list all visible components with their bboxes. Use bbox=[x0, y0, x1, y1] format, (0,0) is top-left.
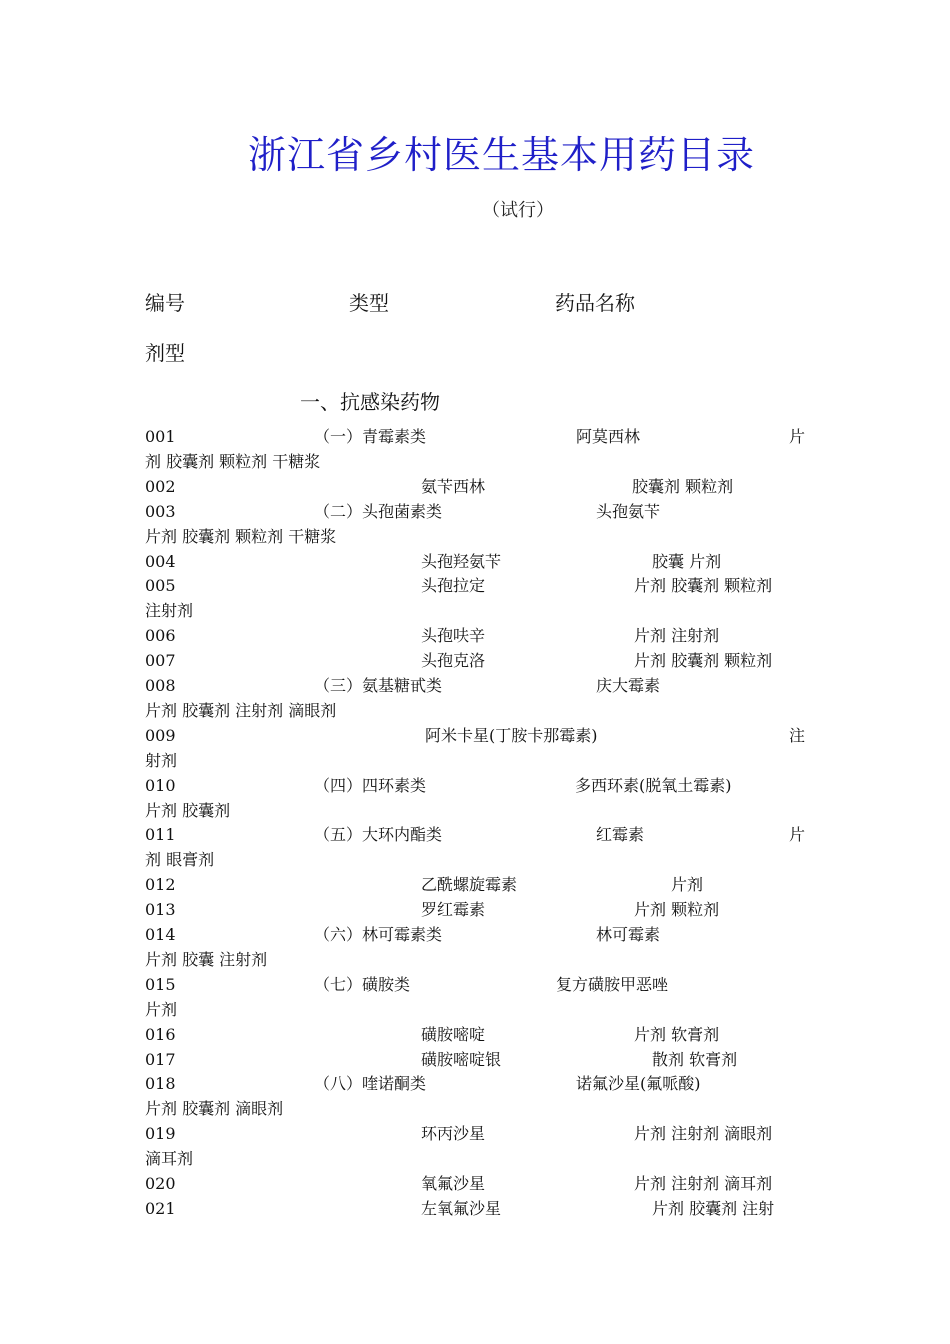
drug-entry-row bbox=[0, 773, 950, 798]
entry-drug-name: 罗红霉素 bbox=[421, 900, 486, 920]
entry-dosage-form: 注 bbox=[789, 725, 806, 745]
entry-number: 001 bbox=[145, 427, 176, 446]
entry-number: 007 bbox=[145, 651, 176, 671]
entry-form-continued: 片剂 胶囊 注射剂 bbox=[145, 949, 268, 969]
continuation-line bbox=[0, 997, 950, 1022]
entry-dosage-form: 片剂 胶囊剂 颗粒剂 bbox=[634, 576, 773, 596]
continuation-line bbox=[0, 847, 950, 872]
entry-category: （二）头孢菌素类 bbox=[314, 501, 443, 521]
entry-dosage-form: 片剂 注射剂 滴眼剂 bbox=[634, 1124, 773, 1144]
entry-form-continued: 剂 胶囊剂 颗粒剂 干糖浆 bbox=[145, 451, 321, 471]
entry-number: 020 bbox=[145, 1174, 176, 1193]
drug-entry-row bbox=[0, 1071, 950, 1096]
entry-number: 003 bbox=[145, 501, 176, 521]
entry-dosage-form: 片 bbox=[789, 427, 806, 446]
entry-dosage-form: 片 bbox=[789, 825, 806, 845]
drug-entry-row bbox=[0, 723, 950, 748]
continuation-line bbox=[0, 524, 950, 549]
entry-category: （五）大环内酯类 bbox=[314, 825, 443, 845]
drug-entry-row bbox=[0, 573, 950, 598]
drug-entry-row bbox=[0, 922, 950, 947]
entry-category: （一）青霉素类 bbox=[314, 427, 427, 446]
drug-entry-row bbox=[0, 474, 950, 499]
continuation-line bbox=[0, 947, 950, 972]
entry-number: 015 bbox=[145, 974, 176, 994]
entry-category: （三）氨基糖甙类 bbox=[314, 676, 443, 695]
entry-drug-name: 头孢氨苄 bbox=[596, 501, 661, 521]
entry-drug-name: 乙酰螺旋霉素 bbox=[421, 875, 518, 895]
drug-entry-row bbox=[0, 648, 950, 673]
drug-entry-row bbox=[0, 424, 950, 449]
entry-drug-name: 氧氟沙星 bbox=[421, 1174, 486, 1193]
entry-number: 002 bbox=[145, 476, 176, 496]
entry-number: 006 bbox=[145, 626, 176, 646]
entry-drug-name: 头孢拉定 bbox=[421, 576, 486, 596]
entry-number: 018 bbox=[145, 1074, 176, 1094]
entry-form-continued: 片剂 胶囊剂 颗粒剂 干糖浆 bbox=[145, 526, 337, 546]
entry-drug-name: 氨苄西林 bbox=[421, 476, 486, 496]
entry-number: 013 bbox=[145, 900, 176, 920]
drug-entry-row bbox=[0, 623, 950, 648]
drug-entry-row bbox=[0, 822, 950, 847]
entry-form-continued: 剂 眼膏剂 bbox=[145, 850, 215, 870]
entry-category: （四）四环素类 bbox=[314, 775, 427, 795]
continuation-line bbox=[0, 698, 950, 723]
drug-entry-row bbox=[0, 499, 950, 524]
continuation-line bbox=[0, 798, 950, 823]
entry-number: 012 bbox=[145, 875, 176, 895]
entry-drug-name: 多西环素(脱氧土霉素) bbox=[575, 775, 732, 795]
entry-dosage-form: 片剂 颗粒剂 bbox=[634, 900, 720, 920]
entry-number: 008 bbox=[145, 676, 176, 695]
entry-dosage-form: 胶囊 片剂 bbox=[652, 551, 722, 571]
entry-number: 009 bbox=[145, 725, 176, 745]
column-header-no: 编号 bbox=[145, 291, 185, 315]
continuation-line bbox=[0, 1146, 950, 1171]
entry-dosage-form: 片剂 注射剂 bbox=[634, 626, 720, 646]
entry-form-continued: 片剂 胶囊剂 注射剂 滴眼剂 bbox=[145, 700, 337, 720]
drug-entry-row bbox=[0, 1022, 950, 1047]
column-header-type: 类型 bbox=[349, 291, 389, 315]
drug-entry-row bbox=[0, 673, 950, 698]
entry-drug-name: 左氧氟沙星 bbox=[421, 1198, 502, 1218]
entry-category: （八）喹诺酮类 bbox=[314, 1074, 427, 1094]
entry-form-continued: 片剂 胶囊剂 bbox=[145, 800, 231, 820]
entry-dosage-form: 胶囊剂 颗粒剂 bbox=[632, 476, 734, 496]
entry-form-continued: 片剂 bbox=[145, 999, 178, 1019]
drug-entry-row bbox=[0, 897, 950, 922]
entry-number: 005 bbox=[145, 576, 176, 596]
entry-form-continued: 射剂 bbox=[145, 750, 178, 770]
continuation-line bbox=[0, 748, 950, 773]
entry-dosage-form: 片剂 注射剂 滴耳剂 bbox=[634, 1174, 773, 1193]
entry-drug-name: 诺氟沙星(氟哌酸) bbox=[576, 1074, 701, 1094]
entry-drug-name: 环丙沙星 bbox=[421, 1124, 486, 1144]
entry-form-continued: 滴耳剂 bbox=[145, 1149, 194, 1169]
entry-drug-name: 复方磺胺甲恶唑 bbox=[556, 974, 669, 994]
column-header-name: 药品名称 bbox=[555, 291, 635, 315]
entry-number: 004 bbox=[145, 551, 176, 571]
entry-drug-name: 阿莫西林 bbox=[576, 427, 641, 446]
document-subtitle: （试行） bbox=[482, 200, 554, 221]
continuation-line bbox=[0, 1096, 950, 1121]
entry-category: （六）林可霉素类 bbox=[314, 925, 443, 944]
drug-entry-row bbox=[0, 1171, 950, 1196]
entry-number: 021 bbox=[145, 1198, 176, 1218]
drug-entry-row bbox=[0, 1121, 950, 1146]
entry-drug-name: 头孢克洛 bbox=[421, 651, 486, 671]
entry-drug-name: 庆大霉素 bbox=[596, 676, 661, 695]
entry-number: 016 bbox=[145, 1024, 176, 1044]
entry-number: 017 bbox=[145, 1049, 176, 1069]
entry-dosage-form: 片剂 软膏剂 bbox=[634, 1024, 720, 1044]
entry-drug-name: 磺胺嘧啶 bbox=[421, 1024, 486, 1044]
document-title: 浙江省乡村医生基本用药目录 bbox=[248, 133, 756, 177]
entry-dosage-form: 片剂 bbox=[671, 875, 704, 895]
entry-form-continued: 片剂 胶囊剂 滴眼剂 bbox=[145, 1099, 284, 1119]
entry-number: 019 bbox=[145, 1124, 176, 1144]
entry-drug-name: 阿米卡星(丁胺卡那霉素) bbox=[425, 725, 598, 745]
column-header-form: 剂型 bbox=[145, 341, 185, 365]
entry-drug-name: 头孢羟氨苄 bbox=[421, 551, 502, 571]
drug-entry-row bbox=[0, 549, 950, 574]
drug-entry-row bbox=[0, 872, 950, 897]
entry-form-continued: 注射剂 bbox=[145, 601, 194, 621]
entry-dosage-form: 片剂 胶囊剂 颗粒剂 bbox=[634, 651, 773, 671]
entry-drug-name: 红霉素 bbox=[596, 825, 645, 845]
entry-drug-name: 头孢呋辛 bbox=[421, 626, 486, 646]
entry-dosage-form: 片剂 胶囊剂 注射 bbox=[652, 1198, 775, 1218]
entry-number: 014 bbox=[145, 925, 176, 944]
entry-drug-name: 林可霉素 bbox=[596, 925, 661, 944]
drug-entry-row bbox=[0, 972, 950, 997]
entry-number: 011 bbox=[145, 825, 176, 845]
continuation-line bbox=[0, 598, 950, 623]
entry-category: （七）磺胺类 bbox=[314, 974, 411, 994]
entry-number: 010 bbox=[145, 775, 176, 795]
drug-entry-row bbox=[0, 1196, 950, 1221]
section-heading: 一、抗感染药物 bbox=[300, 390, 440, 414]
entry-drug-name: 磺胺嘧啶银 bbox=[421, 1049, 502, 1069]
continuation-line bbox=[0, 449, 950, 474]
drug-entry-row bbox=[0, 1047, 950, 1072]
entry-dosage-form: 散剂 软膏剂 bbox=[652, 1049, 738, 1069]
